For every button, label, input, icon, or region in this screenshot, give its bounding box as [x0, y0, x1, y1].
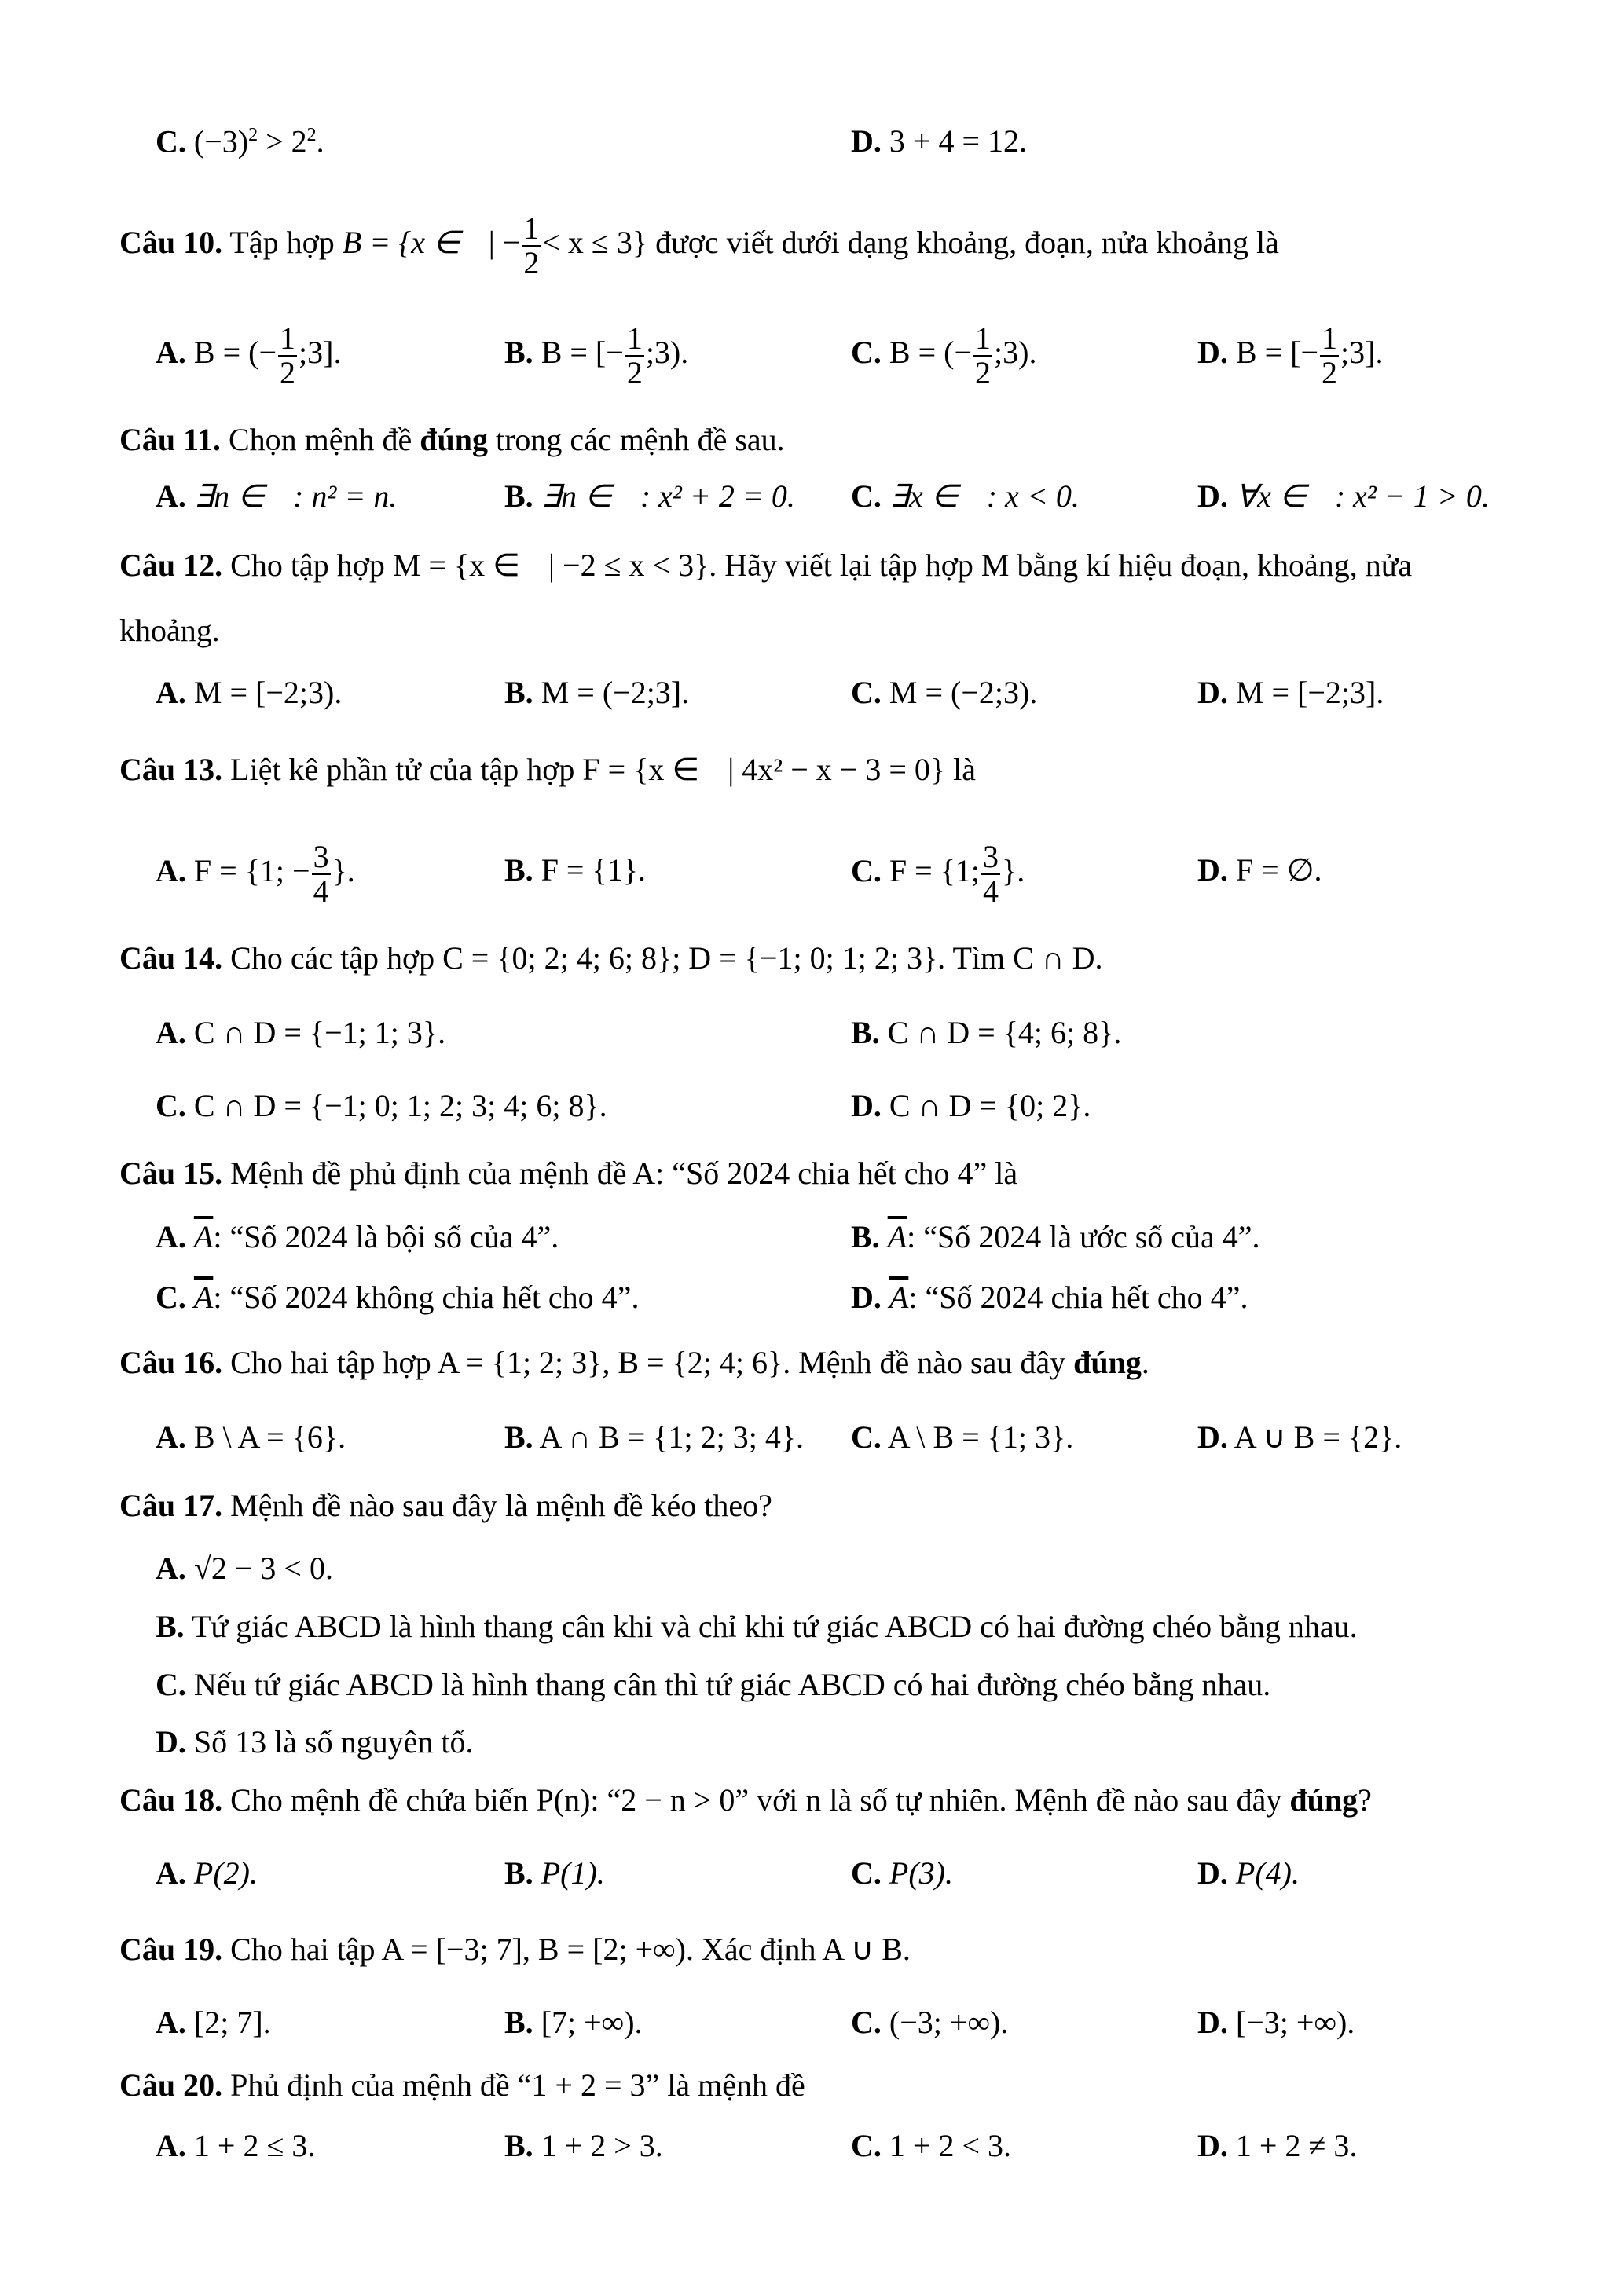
q19-option-a[interactable]	[156, 2007, 271, 2038]
option-label: A.	[156, 1551, 186, 1586]
option-label: D.	[1197, 675, 1228, 710]
exponent: 2	[306, 125, 317, 145]
option-text: A ∩ B = {1; 2; 3; 4}.	[539, 1419, 805, 1455]
option-label: C.	[851, 853, 882, 889]
question-12	[119, 547, 1413, 583]
question-text: Cho hai tập hợp A = {1; 2; 3}, B = {2; 4; 6}. Mệnh đề nào sau đây	[230, 1345, 1066, 1380]
question-10	[119, 212, 1279, 280]
question-text: Liệt kê phần tử của tập hợp F = {x ∈	[230, 752, 700, 787]
question-label: Câu 11.	[119, 422, 221, 457]
question-11	[119, 424, 785, 456]
question-text: Cho tập hợp M = {x ∈	[230, 547, 521, 583]
option-label: A.	[156, 853, 186, 889]
q19-option-b[interactable]	[504, 2007, 643, 2038]
option-label: A.	[156, 335, 186, 371]
numerator: 3	[313, 839, 329, 874]
option-text: : “Số 2024 là ước số của 4”.	[907, 1219, 1260, 1254]
option-label: D.	[851, 123, 882, 159]
q15-option-b[interactable]	[851, 1221, 1260, 1253]
option-text: M = [−2;3].	[1235, 675, 1384, 710]
question-16	[119, 1347, 1149, 1379]
question-label: Câu 13.	[119, 752, 223, 787]
option-label: B.	[156, 1609, 185, 1644]
denominator: 2	[626, 355, 643, 390]
option-text: A ∪ B = {2}.	[1234, 1419, 1402, 1455]
option-text: }.	[332, 853, 355, 889]
q12-option-b[interactable]	[504, 677, 689, 709]
question-label: Câu 16.	[119, 1345, 223, 1380]
question-15	[119, 1155, 1018, 1191]
option-text: C ∩ D = {0; 2}.	[889, 1088, 1091, 1123]
option-label: B.	[851, 1219, 880, 1254]
option-label: A.	[156, 2005, 186, 2040]
option-text: √2 − 3 < 0.	[193, 1551, 333, 1586]
option-text: M = (−2;3].	[541, 675, 690, 710]
q12-option-a[interactable]	[156, 677, 342, 709]
question-17	[119, 1490, 772, 1522]
q13-option-b[interactable]	[504, 852, 646, 888]
fraction	[973, 322, 992, 390]
q17-option-c[interactable]	[156, 1669, 1270, 1701]
question-18	[119, 1782, 1372, 1818]
option-label: B.	[504, 1419, 533, 1455]
q18-option-a[interactable]	[156, 1855, 258, 1891]
option-text: Nếu tứ giác ABCD là hình thang cân thì tứ giác ABCD có hai đường chéo bằng nhau.	[193, 1667, 1271, 1702]
option-text: : “Số 2024 là bội số của 4”.	[213, 1219, 559, 1254]
option-text: > 2	[258, 123, 307, 159]
q11-option-c[interactable]	[851, 478, 1080, 514]
q17-option-a[interactable]	[156, 1553, 333, 1584]
option-label: B.	[851, 1015, 880, 1050]
q9-option-c	[156, 123, 324, 159]
denominator: 4	[983, 873, 999, 909]
option-text: [2; 7].	[193, 2005, 271, 2040]
question-text: | −2 ≤ x < 3}. Hãy viết lại tập hợp M bằng kí hiệu đoạn, khoảng, nửa	[548, 547, 1413, 583]
option-text: C ∩ D = {−1; 1; 3}.	[193, 1015, 446, 1050]
option-label: A.	[156, 1015, 186, 1050]
q18-option-b[interactable]	[504, 1855, 605, 1891]
question-label: Câu 12.	[119, 547, 223, 583]
question-20	[119, 2067, 805, 2103]
option-text: : “Số 2024 chia hết cho 4”.	[908, 1280, 1248, 1315]
q20-option-d[interactable]	[1197, 2130, 1357, 2162]
negation-symbol: $\overline{A}$	[193, 1219, 214, 1254]
q13-option-d[interactable]	[1197, 852, 1322, 888]
option-text: 1 + 2 ≠ 3.	[1235, 2128, 1358, 2163]
option-text: 1 + 2 ≤ 3.	[193, 2128, 316, 2163]
option-label: A.	[156, 1419, 186, 1455]
q17-option-d[interactable]	[156, 1724, 474, 1760]
option-text: P(4).	[1235, 1855, 1300, 1891]
numerator: 1	[626, 320, 643, 356]
option-text: 1 + 2 > 3.	[541, 2128, 663, 2163]
option-label: B.	[504, 1855, 533, 1891]
option-text: M = (−2;3).	[889, 675, 1038, 710]
option-text: ;3].	[299, 335, 342, 371]
fraction	[625, 322, 644, 390]
q12-option-c[interactable]	[851, 677, 1037, 709]
question-text: Chọn mệnh đề	[228, 422, 412, 457]
question-text: Phủ định của mệnh đề “1 + 2 = 3” là mệnh đề	[230, 2067, 805, 2103]
option-label: D.	[1197, 2128, 1228, 2163]
question-text: | 4x² − x − 3 = 0} là	[728, 752, 976, 787]
negation-symbol: $\overline{A}$	[889, 1280, 909, 1315]
emphasis-text: đúng	[1073, 1345, 1142, 1380]
question-text: .	[1141, 1345, 1149, 1380]
question-12-cont: khoảng.	[119, 613, 220, 648]
question-text: Mệnh đề nào sau đây là mệnh đề kéo theo?	[230, 1488, 772, 1523]
option-label: D.	[1197, 478, 1228, 514]
option-text: A \ B = {1; 3}.	[887, 1419, 1074, 1455]
q18-option-d[interactable]	[1197, 1855, 1300, 1891]
option-text: (−3)	[193, 123, 249, 159]
option-label: C.	[156, 1280, 186, 1315]
numerator: 1	[280, 320, 296, 356]
question-label: Câu 17.	[119, 1488, 223, 1523]
q12-option-d[interactable]	[1197, 677, 1384, 709]
option-label: A.	[156, 2128, 186, 2163]
q16-option-c[interactable]	[851, 1419, 1074, 1455]
option-label: C.	[851, 335, 882, 371]
numerator: 1	[1322, 320, 1338, 356]
denominator: 2	[1322, 355, 1338, 390]
question-label: Câu 15.	[119, 1155, 223, 1191]
option-text: : x < 0.	[986, 478, 1080, 514]
q11-option-d[interactable]	[1197, 478, 1490, 514]
question-label: Câu 14.	[119, 940, 223, 976]
fraction	[278, 322, 297, 390]
option-label: C.	[851, 1419, 882, 1455]
question-text: Mệnh đề phủ định của mệnh đề A: “Số 2024 chia hết cho 4” là	[230, 1155, 1018, 1191]
option-text: F = ∅.	[1235, 852, 1322, 888]
q15-option-a[interactable]	[156, 1221, 559, 1253]
option-label: D.	[1197, 852, 1228, 888]
q17-option-b[interactable]	[156, 1611, 1358, 1642]
option-text: B = (−	[889, 335, 973, 371]
q10-option-c[interactable]	[851, 322, 1036, 390]
question-14	[119, 940, 1103, 976]
option-label: B.	[504, 478, 533, 514]
option-text: P(3).	[889, 1855, 953, 1891]
period: .	[316, 123, 324, 159]
option-label: C.	[851, 675, 882, 710]
option-text: F = {1}.	[541, 852, 646, 888]
denominator: 4	[313, 873, 329, 909]
numerator: 1	[975, 320, 992, 356]
numerator: 1	[523, 211, 540, 246]
option-text: P(1).	[541, 1855, 605, 1891]
option-label: D.	[851, 1088, 882, 1123]
q9-option-d	[851, 123, 1028, 159]
q11-option-b[interactable]	[504, 478, 795, 514]
q20-option-c[interactable]	[851, 2130, 1011, 2162]
option-text: B = [−	[1235, 335, 1319, 371]
option-label: C.	[156, 1088, 186, 1123]
option-label: A.	[156, 1855, 186, 1891]
exponent: 2	[248, 125, 258, 145]
fraction	[1320, 322, 1339, 390]
option-label: B.	[504, 852, 533, 888]
question-text: Cho mệnh đề chứa biến P(n): “2 − n > 0” với n là số tự nhiên. Mệnh đề nào sau đây	[230, 1782, 1282, 1818]
option-label: D.	[156, 1724, 186, 1760]
denominator: 2	[975, 355, 992, 390]
option-text: P(2).	[193, 1855, 258, 1891]
option-text: : n² = n.	[293, 478, 398, 514]
option-text: ∃n ∈	[193, 478, 266, 514]
question-text: Cho các tập hợp C = {0; 2; 4; 6; 8}; D = {−1; 0; 1; 2; 3}. Tìm C ∩ D.	[230, 940, 1103, 976]
option-label: B.	[504, 2128, 533, 2163]
option-label: D.	[1197, 335, 1228, 371]
option-label: A.	[156, 1219, 186, 1254]
q18-option-c[interactable]	[851, 1855, 953, 1891]
option-label: D.	[851, 1280, 882, 1315]
option-text: C ∩ D = {−1; 0; 1; 2; 3; 4; 6; 8}.	[193, 1088, 607, 1123]
option-text: ∃x ∈	[889, 478, 959, 514]
question-label: Câu 19.	[119, 1932, 223, 1967]
q20-option-b[interactable]	[504, 2130, 663, 2162]
q19-option-d[interactable]	[1197, 2007, 1355, 2038]
option-text: B = [−	[541, 335, 624, 371]
option-text: ;3).	[994, 335, 1037, 371]
q16-option-d[interactable]	[1197, 1419, 1402, 1455]
q11-option-a[interactable]	[156, 478, 398, 514]
q16-option-b[interactable]	[504, 1419, 805, 1455]
set-condition: < x ≤ 3}	[542, 225, 648, 261]
option-text: 1 + 2 < 3.	[889, 2128, 1012, 2163]
q10-option-a[interactable]	[156, 322, 341, 390]
set-expr: B = {x ∈	[342, 225, 460, 261]
numerator: 3	[983, 839, 999, 874]
negation-symbol: $\overline{A}$	[887, 1219, 907, 1254]
set-condition: | −	[488, 225, 521, 261]
option-text: ∃n ∈	[541, 478, 612, 514]
option-label: B.	[504, 675, 533, 710]
question-label: Câu 10.	[119, 225, 223, 261]
question-text: được viết dưới dạng khoảng, đoạn, nửa khoảng là	[655, 225, 1279, 261]
fraction	[312, 840, 331, 908]
q14-option-c[interactable]	[156, 1090, 607, 1122]
option-label: B.	[504, 335, 533, 371]
q13-option-c[interactable]	[851, 840, 1025, 908]
option-text: B \ A = {6}.	[193, 1419, 346, 1455]
option-label: D.	[1197, 1419, 1228, 1455]
denominator: 2	[523, 245, 540, 280]
question-text: ?	[1358, 1782, 1372, 1818]
q14-option-b[interactable]	[851, 1017, 1121, 1049]
option-text: ;3).	[645, 335, 689, 371]
option-label: C.	[851, 2128, 882, 2163]
option-label: C.	[156, 123, 186, 159]
option-text: B = (−	[193, 335, 277, 371]
emphasis-text: đúng	[1289, 1782, 1358, 1818]
option-text: [7; +∞).	[541, 2005, 643, 2040]
option-text: Tứ giác ABCD là hình thang cân khi và chỉ khi tứ giác ABCD có hai đường chéo bằng nhau.	[191, 1609, 1358, 1644]
q13-option-a[interactable]	[156, 840, 355, 908]
option-text: Số 13 là số nguyên tố.	[193, 1724, 474, 1760]
question-text: Cho hai tập A = [−3; 7], B = [2; +∞). Xác định A ∪ B.	[230, 1932, 911, 1967]
q20-option-a[interactable]	[156, 2130, 315, 2162]
option-label: B.	[504, 2005, 533, 2040]
option-text: ∀x ∈	[1235, 478, 1307, 514]
q19-option-c[interactable]	[851, 2007, 1008, 2038]
option-label: C.	[851, 478, 882, 514]
denominator: 2	[280, 355, 296, 390]
q16-option-a[interactable]	[156, 1419, 346, 1455]
option-text: 3 + 4 = 12.	[889, 123, 1028, 159]
option-text: (−3; +∞).	[889, 2005, 1009, 2040]
option-text: F = {1;	[889, 853, 981, 889]
question-19	[119, 1934, 911, 1965]
option-text: : x² − 1 > 0.	[1334, 478, 1490, 514]
fraction	[522, 212, 541, 280]
option-text: }.	[1002, 853, 1025, 889]
question-text: Tập hợp	[229, 225, 335, 261]
q14-option-d[interactable]	[851, 1090, 1091, 1122]
option-text: ;3].	[1340, 335, 1384, 371]
option-text: : x² + 2 = 0.	[640, 478, 795, 514]
option-text: M = [−2;3).	[193, 675, 343, 710]
option-label: C.	[851, 1855, 882, 1891]
option-label: D.	[1197, 2005, 1228, 2040]
option-text: [−3; +∞).	[1235, 2005, 1355, 2040]
option-label: A.	[156, 675, 186, 710]
emphasis-text: đúng	[420, 422, 488, 457]
option-label: C.	[156, 1667, 186, 1702]
option-label: D.	[1197, 1855, 1228, 1891]
q15-option-d[interactable]	[851, 1282, 1248, 1313]
q14-option-a[interactable]	[156, 1017, 445, 1049]
question-13	[119, 754, 976, 785]
option-label: C.	[851, 2005, 882, 2040]
option-text: C ∩ D = {4; 6; 8}.	[887, 1015, 1122, 1050]
question-text: trong các mệnh đề sau.	[496, 422, 785, 457]
fraction	[981, 840, 1000, 908]
q10-option-d[interactable]	[1197, 322, 1383, 390]
q15-option-c[interactable]	[156, 1282, 639, 1313]
question-label: Câu 20.	[119, 2067, 223, 2103]
option-text: : “Số 2024 không chia hết cho 4”.	[213, 1280, 640, 1315]
question-label: Câu 18.	[119, 1782, 223, 1818]
option-label: A.	[156, 478, 186, 514]
negation-symbol: $\overline{A}$	[193, 1280, 214, 1315]
option-text: F = {1; −	[193, 853, 310, 889]
q10-option-b[interactable]	[504, 322, 688, 390]
